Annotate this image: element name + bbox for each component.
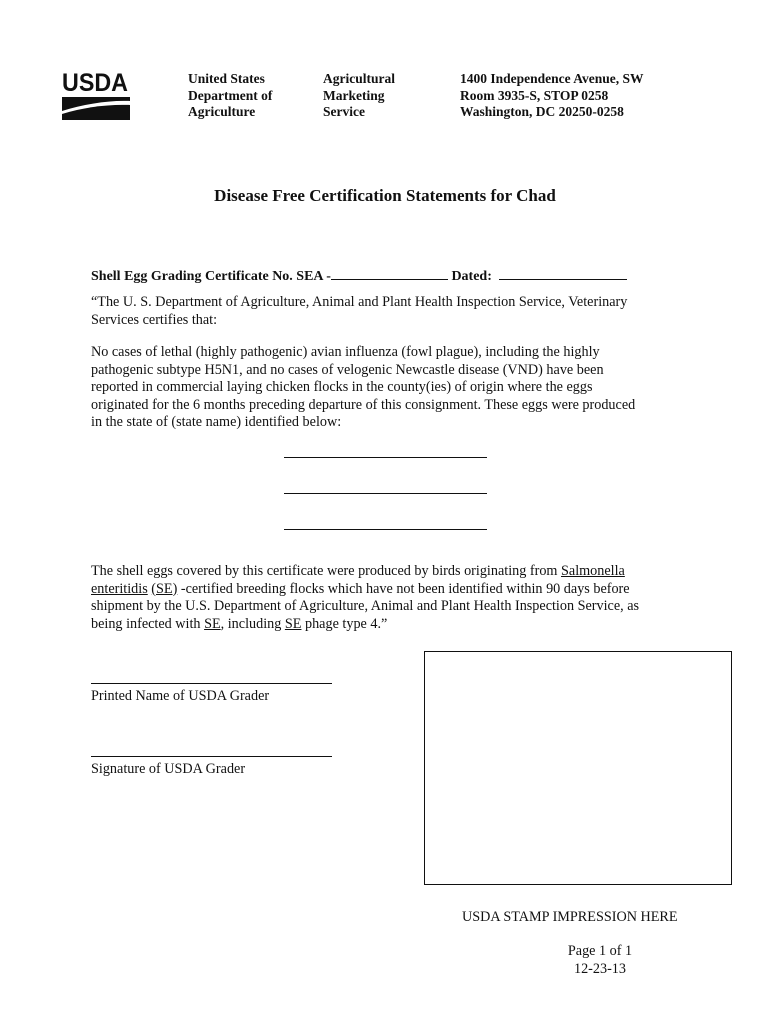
- paragraph-line: in the state of (state name) identified below:: [91, 414, 342, 431]
- state-name-field[interactable]: [284, 529, 487, 530]
- paragraph-line: pathogenic subtype H5N1, and no cases of velogenic Newcastle disease (VND) have been: [91, 361, 604, 378]
- printed-name-field[interactable]: [91, 683, 332, 684]
- page-footer: [540, 943, 660, 978]
- underlined-term: Salmonella: [561, 563, 625, 579]
- paragraph-line: [91, 616, 691, 634]
- paragraph-line: [91, 563, 691, 581]
- certificate-number-field[interactable]: [331, 266, 448, 280]
- underlined-term: SE: [284, 615, 302, 632]
- service-name: [323, 71, 395, 121]
- stamp-impression-box: [424, 651, 732, 885]
- dated-field[interactable]: [499, 266, 627, 280]
- state-name-field[interactable]: [284, 493, 487, 494]
- paragraph-line: No cases of lethal (highly pathogenic) avian influenza (fowl plague), including the highly: [91, 344, 600, 360]
- paragraph-line: [91, 581, 691, 599]
- state-name-field[interactable]: [284, 457, 487, 458]
- address-block: [460, 71, 644, 121]
- page-number: Page 1 of 1: [567, 943, 633, 959]
- service-line: Marketing: [323, 87, 385, 103]
- paragraph-line: shipment by the U.S. Department of Agriculture, Animal and Plant Health Inspection Service, as: [91, 598, 640, 615]
- department-line: Department of: [188, 87, 273, 103]
- salmonella-statement-paragraph: [91, 563, 691, 633]
- text-run: being infected with: [91, 615, 205, 632]
- intro-paragraph: [91, 294, 691, 329]
- address-line: 1400 Independence Avenue, SW: [460, 71, 644, 86]
- paragraph-line: originated for the 6 months preceding departure of this consignment. These eggs were produced: [91, 396, 636, 413]
- text-run: , including: [220, 615, 285, 632]
- paragraph-line: reported in commercial laying chicken flocks in the county(ies) of origin where the eggs: [91, 379, 593, 396]
- department-line: Agriculture: [188, 104, 256, 119]
- text-run: phage type 4.”: [301, 615, 388, 632]
- usda-logo-text: USDA: [62, 70, 128, 97]
- revision-date: 12-23-13: [573, 960, 626, 977]
- paragraph-line: “The U. S. Department of Agriculture, Animal and Plant Health Inspection Service, Veterinary: [91, 294, 628, 310]
- printed-name-label: Printed Name of USDA Grader: [91, 688, 270, 704]
- signature-field[interactable]: [91, 756, 332, 757]
- address-line: Washington, DC 20250-0258: [460, 104, 624, 119]
- text-run: The shell eggs covered by this certificate were produced by birds originating from: [91, 563, 562, 579]
- department-name: [188, 71, 272, 121]
- department-line: United States: [188, 71, 265, 86]
- certificate-number-label: Shell Egg Grading Certificate No. SEA -: [91, 269, 331, 284]
- address-line: Room 3935-S, STOP 0258: [460, 87, 609, 103]
- service-line: Service: [323, 104, 365, 119]
- dated-label: Dated:: [451, 269, 492, 284]
- underlined-term: SE: [204, 615, 221, 632]
- underlined-term: (SE): [151, 580, 178, 597]
- signature-label: Signature of USDA Grader: [91, 761, 246, 777]
- usda-logo: [62, 70, 130, 122]
- underlined-term: enteritidis: [91, 580, 148, 597]
- service-line: Agricultural: [323, 71, 395, 86]
- disease-statement-paragraph: [91, 344, 691, 432]
- paragraph-line: Services certifies that:: [91, 311, 218, 328]
- stamp-label: USDA STAMP IMPRESSION HERE: [462, 909, 678, 925]
- document-title: Disease Free Certification Statements for Chad: [214, 186, 556, 205]
- certificate-line: [91, 266, 627, 285]
- text-run: -certified breeding flocks which have not been identified within 90 days before: [177, 580, 630, 597]
